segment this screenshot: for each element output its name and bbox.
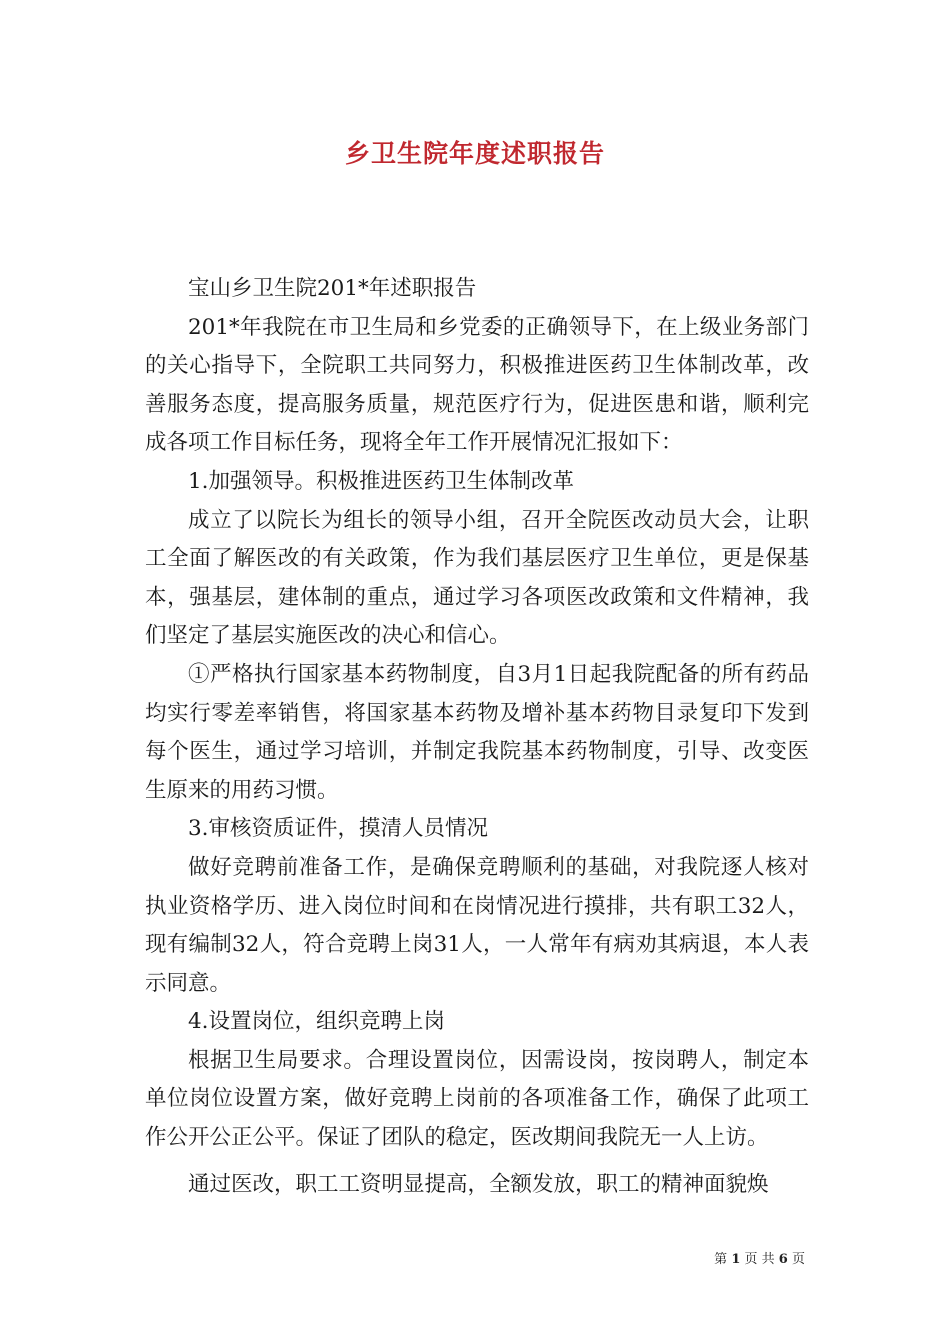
footer-prefix: 第	[714, 1252, 728, 1267]
paragraph-section-1: 成立了以院长为组长的领导小组，召开全院医改动员大会，让职工全面了解医改的有关政策，作为我们基层医疗卫生单位，更是保基本，强基层，建体制的重点，通过学习各项医改政策和文件精神，我们坚定了基层实施医改的决心和信心。	[145, 507, 809, 649]
page-number-footer	[714, 1248, 805, 1267]
document-title: 乡卫生院年度述职报告	[344, 139, 605, 168]
footer-total-pages: 6	[778, 1252, 788, 1267]
paragraph-conclusion: 通过医改，职工工资明显提高，全额发放，职工的精神面貌焕	[188, 1171, 769, 1197]
paragraph-drug-policy: ①严格执行国家基本药物制度，自3月1日起我院配备的所有药品均实行零差率销售，将国家基本药物及增补基本药物目录复印下发到每个医生，通过学习培训，并制定我院基本药物制度，引导、改变医生原来的用药习惯。	[145, 661, 809, 803]
footer-current-page: 1	[731, 1252, 741, 1267]
footer-middle: 页 共	[744, 1252, 775, 1267]
section-heading-4: 4.设置岗位，组织竞聘上岗	[188, 1009, 446, 1035]
footer-suffix: 页	[791, 1252, 805, 1267]
section-heading-3: 3.审核资质证件，摸清人员情况	[188, 816, 489, 842]
paragraph-section-4: 根据卫生局要求。合理设置岗位，因需设岗，按岗聘人，制定本单位岗位设置方案，做好竞聘上岗前的各项准备工作，确保了此项工作公开公正公平。保证了团队的稳定，医改期间我院无一人上访。	[145, 1047, 809, 1151]
section-heading-1: 1.加强领导。积极推进医药卫生体制改革	[188, 468, 575, 494]
paragraph-intro: 201*年我院在市卫生局和乡党委的正确领导下，在上级业务部门的关心指导下，全院职工共同努力，积极推进医药卫生体制改革，改善服务态度，提高服务质量，规范医疗行为，促进医患和谐，顺利完成各项工作目标任务，现将全年工作开展情况汇报如下：	[145, 314, 809, 456]
paragraph-report-heading: 宝山乡卫生院201*年述职报告	[188, 276, 477, 301]
document-body	[145, 270, 809, 1204]
paragraph-section-3: 做好竞聘前准备工作，是确保竞聘顺利的基础，对我院逐人核对执业资格学历、进入岗位时间和在岗情况进行摸排，共有职工32人，现有编制32人，符合竞聘上岗31人，一人常年有病劝其病退，本人表示同意。	[145, 854, 809, 996]
